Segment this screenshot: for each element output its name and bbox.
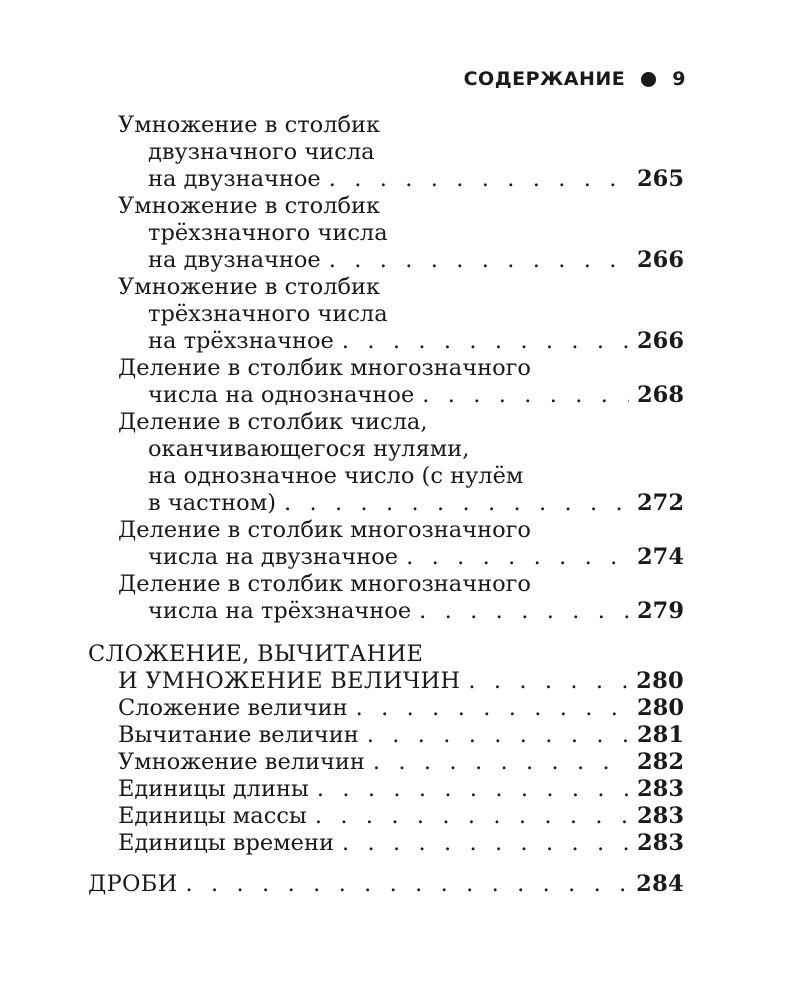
- toc-entry-title: Умножение в столбик: [118, 274, 381, 300]
- toc-entry-title: ДРОБИ: [88, 871, 178, 897]
- toc-entry-title: Умножение величин: [118, 749, 365, 775]
- toc-entry-title: на двузначное: [148, 166, 321, 192]
- toc-entry-line: [118, 193, 684, 220]
- toc-entry-title: СЛОЖЕНИЕ, ВЫЧИТАНИЕ: [88, 641, 424, 667]
- toc-entry-line: [118, 112, 684, 139]
- toc-entry[interactable]: [88, 571, 684, 625]
- toc-entry-title: Деление в столбик числа,: [118, 409, 428, 435]
- toc-entry-title: числа на трёхзначное: [148, 598, 412, 624]
- toc-entry-title: числа на двузначное: [148, 544, 399, 570]
- toc-entry-line: [118, 517, 684, 544]
- toc-entry[interactable]: [88, 749, 684, 776]
- toc-entry-line: [118, 776, 684, 803]
- toc-entry-line: [118, 695, 684, 722]
- toc-entry[interactable]: [88, 803, 684, 830]
- dot-leader: [367, 722, 629, 749]
- dot-leader: [342, 830, 629, 857]
- dot-leader: [329, 166, 629, 193]
- dot-leader: [317, 776, 629, 803]
- toc-entry-title: Единицы времени: [118, 830, 334, 856]
- toc-entry-line: [118, 301, 684, 328]
- toc-entry-line: [118, 490, 684, 517]
- running-head: [462, 64, 686, 94]
- toc-entry-title: в частном): [148, 490, 276, 516]
- toc-entry[interactable]: [88, 193, 684, 274]
- page-number: 9: [672, 68, 686, 90]
- toc-entry-page: 272: [637, 490, 684, 516]
- dot-leader: [422, 382, 629, 409]
- toc-entry-line: [118, 722, 684, 749]
- toc-entry-title: Сложение величин: [118, 695, 348, 721]
- toc-entry-title: И УМНОЖЕНИЕ ВЕЛИЧИН: [118, 668, 461, 694]
- toc-entry-title: Умножение в столбик: [118, 112, 381, 138]
- toc-entry-title: на однозначное число (с нулём: [148, 463, 524, 489]
- dot-leader: [406, 544, 629, 571]
- toc-entry-title: на трёхзначное: [148, 328, 334, 354]
- toc-entry-title: трёхзначного числа: [148, 220, 388, 246]
- toc-entry-page: 280: [637, 695, 684, 721]
- toc-entry-page: 283: [637, 803, 684, 829]
- dot-leader: [329, 247, 629, 274]
- toc-entry-page: 266: [637, 247, 684, 273]
- toc-entry[interactable]: [88, 112, 684, 193]
- toc-entry-title: Умножение в столбик: [118, 193, 381, 219]
- toc-entry-page: 279: [637, 598, 684, 624]
- toc-entry-title: трёхзначного числа: [148, 301, 388, 327]
- toc-entry[interactable]: [88, 830, 684, 857]
- toc-entry[interactable]: [88, 722, 684, 749]
- bullet-icon: [641, 72, 656, 87]
- toc-entry-line: [88, 668, 684, 695]
- toc-entry-page: 281: [637, 722, 684, 748]
- table-of-contents: [88, 112, 684, 898]
- toc-entry[interactable]: [88, 641, 684, 695]
- toc-entry-line: [88, 871, 684, 898]
- dot-leader: [468, 668, 628, 695]
- toc-entry-title: Вычитание величин: [118, 722, 359, 748]
- toc-entry[interactable]: [88, 409, 684, 517]
- toc-entry-line: [118, 247, 684, 274]
- toc-entry[interactable]: [88, 517, 684, 571]
- toc-entry-page: 283: [637, 830, 684, 856]
- toc-entry[interactable]: [88, 695, 684, 722]
- dot-leader: [186, 871, 629, 898]
- toc-entry-page: 274: [637, 544, 684, 570]
- toc-entry-line: [118, 571, 684, 598]
- dot-leader: [373, 749, 629, 776]
- toc-entry-line: [88, 641, 684, 668]
- toc-entry-line: [118, 382, 684, 409]
- toc-entry[interactable]: [88, 776, 684, 803]
- toc-entry-page: 284: [636, 871, 684, 897]
- toc-entry-title: Единицы массы: [118, 803, 307, 829]
- toc-entry-title: Единицы длины: [118, 776, 309, 802]
- dot-leader: [315, 803, 629, 830]
- toc-entry-line: [118, 409, 684, 436]
- toc-entry[interactable]: [88, 871, 684, 898]
- toc-entry-title: Деление в столбик многозначного: [118, 517, 531, 543]
- toc-entry-page: 268: [637, 382, 684, 408]
- toc-entry-title: двузначного числа: [148, 139, 375, 165]
- toc-entry[interactable]: [88, 355, 684, 409]
- toc-entry-line: [118, 463, 684, 490]
- toc-entry-line: [118, 749, 684, 776]
- toc-entry-title: на двузначное: [148, 247, 321, 273]
- toc-entry-title: оканчивающегося нулями,: [148, 436, 470, 462]
- dot-leader: [284, 490, 629, 517]
- toc-entry-page: 280: [636, 668, 684, 694]
- toc-entry-line: [118, 166, 684, 193]
- toc-entry-page: 265: [637, 166, 684, 192]
- toc-entry-line: [118, 139, 684, 166]
- toc-entry-title: Деление в столбик многозначного: [118, 355, 531, 381]
- dot-leader: [356, 695, 629, 722]
- toc-entry[interactable]: [88, 274, 684, 355]
- toc-entry-line: [118, 598, 684, 625]
- toc-entry-line: [118, 328, 684, 355]
- toc-entry-line: [118, 274, 684, 301]
- toc-entry-line: [118, 436, 684, 463]
- toc-entry-page: 266: [637, 328, 684, 354]
- toc-entry-line: [118, 830, 684, 857]
- toc-entry-line: [118, 544, 684, 571]
- toc-entry-title: Деление в столбик многозначного: [118, 571, 531, 597]
- toc-entry-title: числа на однозначное: [148, 382, 415, 408]
- toc-entry-page: 282: [637, 749, 684, 775]
- section-title: СОДЕРЖАНИЕ: [463, 68, 626, 90]
- dot-leader: [419, 598, 629, 625]
- toc-entry-page: 283: [637, 776, 684, 802]
- dot-leader: [342, 328, 629, 355]
- toc-entry-line: [118, 355, 684, 382]
- toc-entry-line: [118, 220, 684, 247]
- toc-entry-line: [118, 803, 684, 830]
